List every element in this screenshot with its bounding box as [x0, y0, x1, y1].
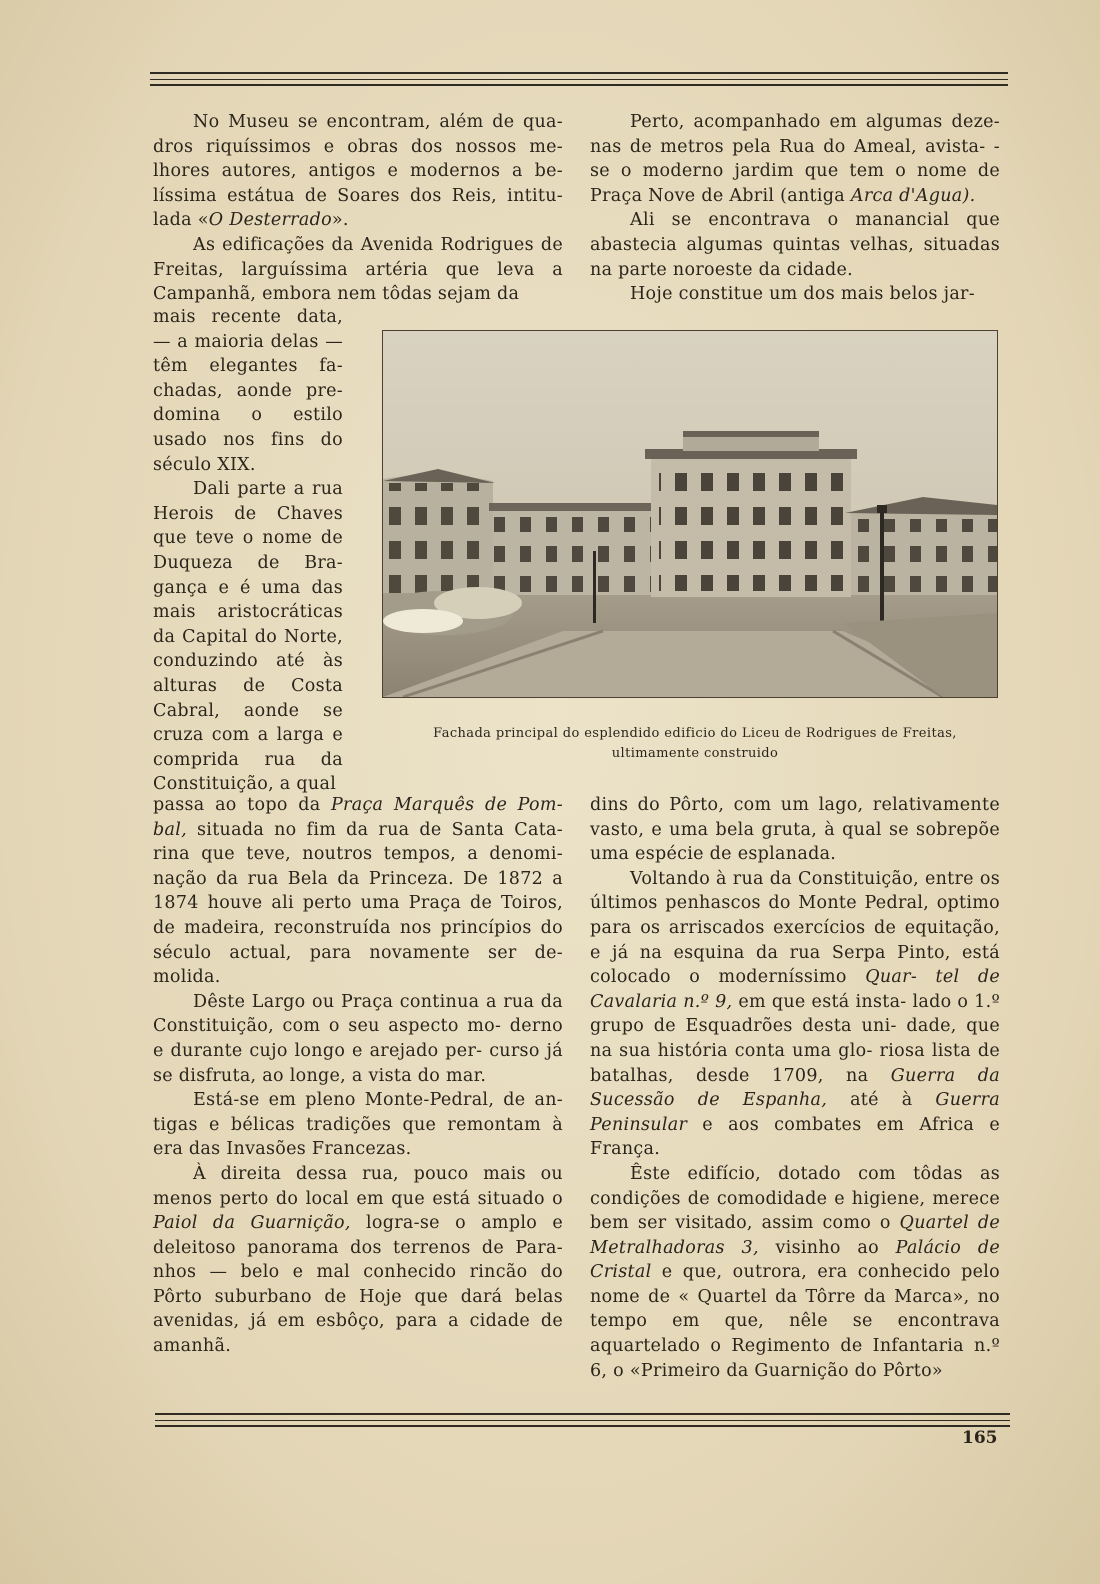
footer-rule: [155, 1413, 1010, 1415]
paragraph-avenida-cont: [153, 305, 343, 477]
text-line: logra-se o amplo e: [350, 1213, 563, 1234]
text-line: o: [552, 1188, 563, 1209]
text-line: lado o 1.º grupo de Esquadrões desta uni-: [590, 991, 1000, 1037]
text-line: As edificações da Avenida Rodrigues: [193, 234, 534, 255]
text-line: — a maioria delas —: [153, 331, 343, 352]
page-number: 165: [962, 1428, 998, 1448]
italic-place: Quartel de: [899, 1213, 1001, 1234]
text-line: Ali se encontrava o manancial que: [630, 210, 1000, 231]
italic-place: Cristal: [590, 1262, 652, 1283]
italic-place: Quar-: [865, 967, 918, 988]
text-line: e aos combates em: [687, 1114, 905, 1135]
text-line: amanhã.: [153, 1336, 232, 1357]
text-line: Constituição, a qual: [153, 774, 337, 795]
header-rule: [150, 79, 1008, 80]
text-line: aquartelado o Regimento de Infantaria n.º 6,: [590, 1336, 1000, 1381]
text-line: derno e durante cujo longo e arejado per-: [153, 1016, 563, 1061]
paragraph-voltando: [590, 867, 1000, 1162]
text-line: 1874 houve ali perto uma Praça de Toiros,: [153, 893, 563, 914]
text-line: dins do Pôrto, com um lago, relativamente: [590, 795, 1000, 815]
text-line: têm elegantes fa-: [153, 356, 343, 377]
left-column-narrow: [153, 305, 343, 797]
caption-line: Fachada principal do esplendido edificio do Liceu de Rodrigues de Freitas,: [433, 726, 957, 741]
caption-line: ultimamente construido: [611, 746, 779, 761]
text-line: da Capital do Norte,: [153, 626, 343, 647]
text-line: condições de comodidade e higiene, merece: [590, 1188, 1000, 1209]
text-line: abastecia algumas quintas velhas, situadas: [590, 234, 1000, 255]
text-line: menos perto do local em que está situado: [153, 1188, 545, 1209]
text-line: Campanhã, embora nem tôdas sejam da: [153, 284, 520, 305]
text-line: Pôrto suburbano de Hoje que dará belas: [153, 1286, 563, 1307]
text-line: passa ao topo da: [153, 795, 331, 815]
text-line: Dali parte a rua: [193, 479, 343, 500]
text-line: que teve o nome de: [153, 528, 343, 549]
left-column-top: [153, 110, 563, 307]
text-line: No Museu se encontram, além de qua-: [193, 112, 563, 132]
italic-place: Metralhadoras 3,: [590, 1237, 759, 1258]
text-line: riosa lista de batalhas, desde 1709, na: [590, 1040, 1000, 1086]
text-line: Pinto, está colocado o moderníssimo: [590, 942, 1000, 988]
paragraph-hoje-cont: [590, 793, 1000, 867]
text-line: molida.: [153, 967, 221, 988]
text-line: os últimos penhascos do Monte Pedral,: [590, 868, 1000, 914]
text-line: nhos — belo e mal conhecido rincão do: [153, 1262, 563, 1283]
text-line: dade, que na sua história conta uma glo-: [590, 1016, 1000, 1061]
right-column-top: [590, 110, 1000, 307]
text-line: À direita dessa rua, pouco mais ou: [193, 1163, 563, 1184]
text-line: Hoje constitue um dos mais belos jar-: [630, 284, 975, 305]
text-line: ».: [331, 210, 349, 231]
text-line: Africa e França.: [590, 1114, 1000, 1160]
text-line: da Constituição, com o seu aspecto mo-: [153, 991, 563, 1037]
text-line: nome de « Quartel da Tôrre da Marca»,: [590, 1286, 970, 1307]
italic-place: Paiol da Guarnição,: [153, 1213, 351, 1234]
paragraph-herois: [153, 477, 343, 797]
text-line: visinho ao: [758, 1237, 896, 1258]
text-line: uma espécie de esplanada.: [590, 844, 837, 865]
italic-event: Guerra Peninsular: [590, 1090, 1000, 1135]
text-line: deleitoso panorama dos terrenos de Para-: [153, 1237, 563, 1258]
text-line: Cabral, aonde se: [153, 700, 343, 721]
text-line: Está-se em pleno Monte-Pedral, de an-: [193, 1090, 563, 1111]
paragraph-largo: [153, 990, 563, 1088]
header-rule: [150, 84, 1008, 86]
text-line: vasto, e uma bela gruta, à qual se sobrepõe: [590, 819, 1000, 840]
photo-caption: [390, 724, 1000, 764]
building-photo: [382, 330, 998, 698]
paragraph-direita: [153, 1162, 563, 1359]
text-line: nas de metros pela Rua do Ameal, avista-: [590, 136, 986, 157]
text-line: Voltando à rua da Constituição, entre: [630, 868, 974, 889]
text-line: até à: [827, 1090, 913, 1111]
text-line: mais recente data,: [153, 307, 343, 327]
text-line: de Freitas, larguíssima artéria que leva a: [153, 234, 563, 280]
footer-rule: [155, 1425, 1010, 1427]
text-line: líssima estátua de Soares dos Reis, intitu-: [153, 185, 563, 206]
right-column-bottom: [590, 793, 1000, 1383]
italic-event: Guerra da Sucessão de Espanha,: [590, 1065, 1000, 1111]
text-line: século XIX.: [153, 454, 256, 475]
text-line: usado nos fins do: [153, 429, 343, 450]
italic-place: bal,: [153, 819, 187, 840]
italic-place: Palácio de: [895, 1237, 1000, 1258]
text-line: mar.: [446, 1065, 487, 1086]
text-line: na parte noroeste da cidade.: [590, 259, 853, 280]
text-line: lhores autores, antigos e modernos a be-: [153, 161, 563, 182]
paragraph-perto: [590, 110, 1000, 208]
text-line: bem ser visitado, assim como o: [590, 1213, 900, 1234]
paragraph-hoje: [590, 282, 1000, 307]
text-line: e que, outrora, era conhecido pelo: [651, 1262, 1000, 1283]
text-line: alturas de Costa: [153, 675, 343, 696]
text-line: Êste edifício, dotado com tôdas as: [630, 1163, 1000, 1184]
text-line: gança e é uma das: [153, 577, 343, 598]
text-line: curso já se disfruta, ao longe, a vista do: [153, 1040, 563, 1086]
text-line: Praça Nove de Abril (antiga: [590, 185, 851, 206]
text-line: lada «: [153, 210, 209, 231]
left-column-bottom: [153, 793, 563, 1359]
liceu-facade-illustration: [383, 331, 997, 697]
paragraph-manancial: [590, 208, 1000, 282]
text-line: Duqueza de Bra-: [153, 552, 343, 573]
text-line: -se o moderno jardim que tem o nome de: [590, 136, 1000, 182]
text-line: dros riquíssimos e obras dos nossos me-: [153, 136, 563, 157]
text-line: domina o estilo: [153, 405, 343, 426]
text-line: Herois de Chaves: [153, 503, 343, 524]
italic-place: Arca d'Agua).: [850, 185, 976, 206]
text-line: conduzindo até às: [153, 651, 343, 672]
header-rule: [150, 72, 1008, 74]
text-line: o «Primeiro da Guarnição do Pôrto»: [613, 1360, 943, 1381]
paragraph-edificio: [590, 1162, 1000, 1383]
text-line: Perto, acompanhado em algumas deze-: [630, 112, 1000, 132]
text-line: avenidas, já em esbôço, para a cidade de: [153, 1311, 563, 1332]
italic-place: Praça Marquês de Pom-: [330, 795, 563, 815]
text-line: optimo para os arriscados exercícios de: [590, 893, 1000, 938]
text-line: e comprida rua da: [153, 725, 343, 770]
italic-place: tel de Cavalaria n.º 9,: [590, 967, 1000, 1012]
text-line: tigas e bélicas tradições que remontam à: [153, 1114, 563, 1135]
paragraph-herois-cont: [153, 793, 563, 990]
text-line: do século actual, para novamente ser de-: [153, 917, 563, 963]
paragraph-avenida: [153, 233, 563, 307]
text-line: chadas, aonde pre-: [153, 380, 343, 401]
text-line: em que está insta-: [732, 991, 907, 1012]
footer-rule: [155, 1420, 1010, 1421]
text-line: era das Invasões Francezas.: [153, 1139, 412, 1160]
text-line: nação da rua Bela da Princeza. De 1872 a: [153, 868, 563, 889]
italic-title: O Desterrado: [208, 210, 332, 231]
text-line: Dêste Largo ou Praça continua a rua: [193, 991, 535, 1012]
paragraph-monte-pedral: [153, 1088, 563, 1162]
text-line: cruza com a larga: [153, 725, 325, 746]
paragraph-museu: [153, 110, 563, 233]
text-line: no tempo em que, nêle se encontrava: [590, 1286, 1000, 1332]
text-line: mais aristocráticas: [153, 602, 343, 623]
text-line: de madeira, reconstruída nos princípios: [153, 917, 532, 938]
text-line: rina que teve, noutros tempos, a denomi-: [153, 844, 563, 865]
text-line: situada no fim da rua de Santa Cata-: [187, 819, 563, 840]
text-line: equitação, e já na esquina da rua Serpa: [590, 917, 1000, 963]
